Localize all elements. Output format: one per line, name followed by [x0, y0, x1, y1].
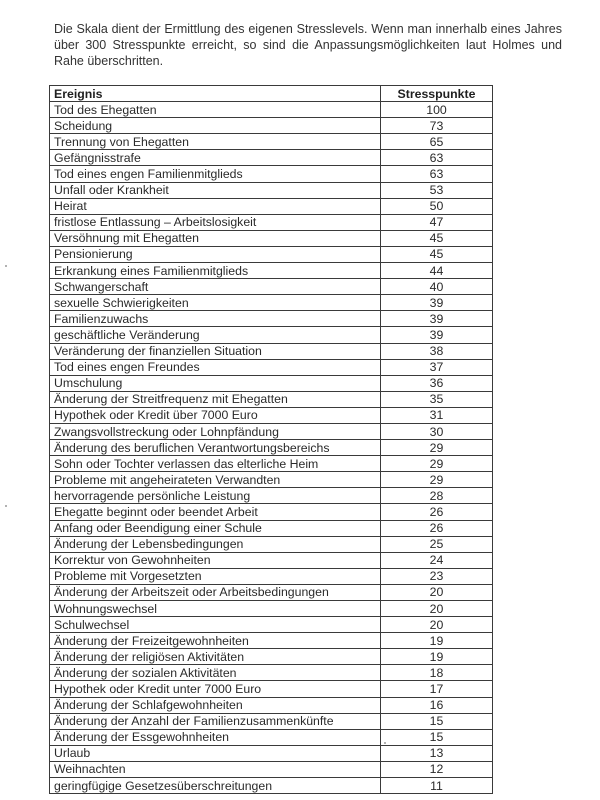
event-cell: Hypothek oder Kredit über 7000 Euro	[50, 407, 381, 423]
table-row	[50, 745, 493, 761]
event-cell: Zwangsvollstreckung oder Lohnpfändung	[50, 423, 381, 439]
points-cell: 20	[381, 617, 493, 633]
table-row	[50, 263, 493, 279]
table-row	[50, 295, 493, 311]
event-cell: sexuelle Schwierigkeiten	[50, 295, 381, 311]
table-row	[50, 440, 493, 456]
points-cell: 39	[381, 311, 493, 327]
event-cell: Probleme mit Vorgesetzten	[50, 568, 381, 584]
table-row	[50, 761, 493, 777]
points-cell: 25	[381, 536, 493, 552]
event-cell: Ehegatte beginnt oder beendet Arbeit	[50, 504, 381, 520]
points-cell: 31	[381, 407, 493, 423]
event-cell: Änderung des beruflichen Verantwortungsbereichs	[50, 440, 381, 456]
table-row	[50, 311, 493, 327]
scan-speck	[5, 265, 7, 267]
table-row	[50, 536, 493, 552]
event-cell: Sohn oder Tochter verlassen das elterliche Heim	[50, 456, 381, 472]
table-row	[50, 343, 493, 359]
header-event: Ereignis	[50, 86, 381, 102]
points-cell: 13	[381, 745, 493, 761]
event-cell: Änderung der Essgewohnheiten	[50, 729, 381, 745]
table-row	[50, 617, 493, 633]
points-cell: 40	[381, 279, 493, 295]
table-row	[50, 665, 493, 681]
points-cell: 45	[381, 246, 493, 262]
table-header-row	[50, 86, 493, 102]
table-row	[50, 134, 493, 150]
event-cell: geringfügige Gesetzesüberschreitungen	[50, 778, 381, 794]
event-cell: Gefängnisstrafe	[50, 150, 381, 166]
points-cell: 11	[381, 778, 493, 794]
table-row	[50, 568, 493, 584]
points-cell: 44	[381, 263, 493, 279]
event-cell: Korrektur von Gewohnheiten	[50, 552, 381, 568]
points-cell: 30	[381, 423, 493, 439]
event-cell: Änderung der Lebensbedingungen	[50, 536, 381, 552]
event-cell: Heirat	[50, 198, 381, 214]
event-cell: Anfang oder Beendigung einer Schule	[50, 520, 381, 536]
scan-speck	[5, 505, 7, 507]
table-row	[50, 359, 493, 375]
table-row	[50, 407, 493, 423]
intro-paragraph: Die Skala dient der Ermittlung des eigenen Stresslevels. Wenn man innerhalb eines Jahres über 300 Stresspunkte erreicht, so sind die Anpassungsmöglichkeiten laut Holmes und Rahe überschritten.	[54, 21, 562, 68]
points-cell: 16	[381, 697, 493, 713]
points-cell: 15	[381, 713, 493, 729]
table-row	[50, 633, 493, 649]
points-cell: 28	[381, 488, 493, 504]
table-row	[50, 391, 493, 407]
table-row	[50, 504, 493, 520]
table-row	[50, 584, 493, 600]
event-cell: Probleme mit angeheirateten Verwandten	[50, 472, 381, 488]
points-cell: 36	[381, 375, 493, 391]
table-row	[50, 327, 493, 343]
table-row	[50, 230, 493, 246]
table-row	[50, 456, 493, 472]
table-row	[50, 375, 493, 391]
scan-speck	[384, 742, 386, 744]
event-cell: Versöhnung mit Ehegatten	[50, 230, 381, 246]
event-cell: hervorragende persönliche Leistung	[50, 488, 381, 504]
points-cell: 35	[381, 391, 493, 407]
event-cell: geschäftliche Veränderung	[50, 327, 381, 343]
event-cell: fristlose Entlassung – Arbeitslosigkeit	[50, 214, 381, 230]
event-cell: Tod eines engen Freundes	[50, 359, 381, 375]
table-row	[50, 166, 493, 182]
event-cell: Änderung der Freizeitgewohnheiten	[50, 633, 381, 649]
table-row	[50, 778, 493, 794]
table-row	[50, 102, 493, 118]
event-cell: Änderung der Arbeitszeit oder Arbeitsbedingungen	[50, 584, 381, 600]
points-cell: 39	[381, 327, 493, 343]
event-cell: Wohnungswechsel	[50, 601, 381, 617]
event-cell: Weihnachten	[50, 761, 381, 777]
table-row	[50, 214, 493, 230]
event-cell: Umschulung	[50, 375, 381, 391]
event-cell: Änderung der sozialen Aktivitäten	[50, 665, 381, 681]
points-cell: 20	[381, 601, 493, 617]
table-row	[50, 423, 493, 439]
points-cell: 47	[381, 214, 493, 230]
table-row	[50, 118, 493, 134]
points-cell: 50	[381, 198, 493, 214]
table-row	[50, 729, 493, 745]
points-cell: 20	[381, 584, 493, 600]
event-cell: Trennung von Ehegatten	[50, 134, 381, 150]
event-cell: Pensionierung	[50, 246, 381, 262]
table-row	[50, 552, 493, 568]
event-cell: Tod eines engen Familienmitglieds	[50, 166, 381, 182]
points-cell: 26	[381, 504, 493, 520]
points-cell: 63	[381, 166, 493, 182]
points-cell: 18	[381, 665, 493, 681]
table-row	[50, 198, 493, 214]
points-cell: 19	[381, 649, 493, 665]
event-cell: Erkrankung eines Familienmitglieds	[50, 263, 381, 279]
points-cell: 38	[381, 343, 493, 359]
points-cell: 26	[381, 520, 493, 536]
points-cell: 63	[381, 150, 493, 166]
event-cell: Familienzuwachs	[50, 311, 381, 327]
points-cell: 100	[381, 102, 493, 118]
points-cell: 29	[381, 472, 493, 488]
points-cell: 24	[381, 552, 493, 568]
table-row	[50, 279, 493, 295]
table-row	[50, 472, 493, 488]
table-row	[50, 520, 493, 536]
event-cell: Tod des Ehegatten	[50, 102, 381, 118]
points-cell: 53	[381, 182, 493, 198]
table-row	[50, 246, 493, 262]
event-cell: Scheidung	[50, 118, 381, 134]
event-cell: Urlaub	[50, 745, 381, 761]
event-cell: Unfall oder Krankheit	[50, 182, 381, 198]
points-cell: 73	[381, 118, 493, 134]
points-cell: 29	[381, 456, 493, 472]
points-cell: 19	[381, 633, 493, 649]
event-cell: Änderung der Streitfrequenz mit Ehegatten	[50, 391, 381, 407]
event-cell: Änderung der religiösen Aktivitäten	[50, 649, 381, 665]
points-cell: 17	[381, 681, 493, 697]
event-cell: Veränderung der finanziellen Situation	[50, 343, 381, 359]
points-cell: 12	[381, 761, 493, 777]
table-row	[50, 182, 493, 198]
points-cell: 23	[381, 568, 493, 584]
table-row	[50, 649, 493, 665]
event-cell: Hypothek oder Kredit unter 7000 Euro	[50, 681, 381, 697]
table-row	[50, 681, 493, 697]
points-cell: 37	[381, 359, 493, 375]
table-row	[50, 713, 493, 729]
points-cell: 15	[381, 729, 493, 745]
table-row	[50, 488, 493, 504]
points-cell: 45	[381, 230, 493, 246]
event-cell: Änderung der Schlafgewohnheiten	[50, 697, 381, 713]
table-body	[50, 102, 493, 794]
event-cell: Schwangerschaft	[50, 279, 381, 295]
points-cell: 39	[381, 295, 493, 311]
table-row	[50, 697, 493, 713]
table-row	[50, 150, 493, 166]
points-cell: 65	[381, 134, 493, 150]
event-cell: Schulwechsel	[50, 617, 381, 633]
header-points: Stresspunkte	[381, 86, 493, 102]
stress-scale-table	[49, 85, 493, 794]
event-cell: Änderung der Anzahl der Familienzusammenkünfte	[50, 713, 381, 729]
table-row	[50, 601, 493, 617]
points-cell: 29	[381, 440, 493, 456]
